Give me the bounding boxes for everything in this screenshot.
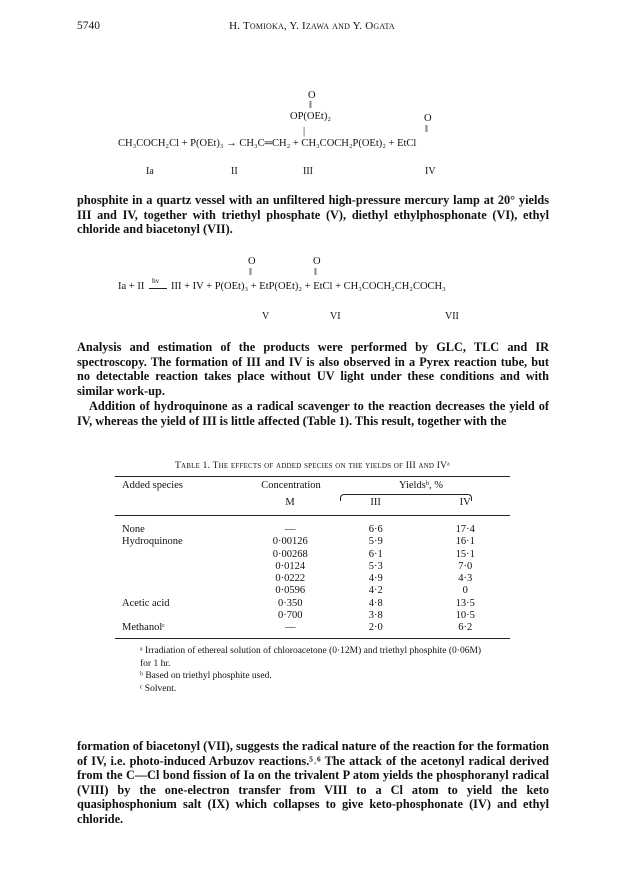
cell-added-species: [115, 549, 249, 561]
cell-yield-iv: 13·5: [455, 597, 475, 609]
table-row: [115, 610, 510, 622]
cell-yield-iv: 7·0: [458, 560, 473, 572]
cell-yield-iii: 3·8: [368, 610, 383, 622]
scheme2-reactants: Ia + II: [118, 281, 145, 292]
cell-yield-iv: 10·5: [455, 610, 475, 622]
scheme2-hv-label: hν: [152, 276, 160, 285]
cell-yield-iii: 6·1: [368, 548, 383, 560]
cell-yield-iii: 4·2: [368, 585, 383, 597]
scheme1-label-iii: III: [303, 166, 313, 177]
table-body: [115, 524, 510, 635]
cell-concentration: 0·0596: [275, 585, 306, 597]
cell-added-species: [115, 561, 249, 573]
table-header-rule: [115, 515, 510, 516]
cell-concentration: —: [285, 622, 296, 634]
table-top-rule: [115, 476, 510, 477]
cell-added-species: [115, 573, 249, 585]
scheme2-arrow: [149, 288, 167, 289]
cell-added-species: Methanolᶜ: [122, 622, 165, 634]
cell-concentration: —: [285, 524, 296, 535]
cell-concentration: 0·700: [278, 610, 303, 622]
header-iv: IV: [459, 497, 471, 508]
scheme1-label-iv: IV: [425, 166, 436, 177]
footnote-c: ᶜ Solvent.: [140, 683, 177, 694]
table-row: [115, 549, 510, 561]
scheme2-label-v: V: [262, 311, 270, 322]
cell-concentration: 0·0124: [275, 560, 306, 572]
cell-yield-iii: 5·9: [368, 536, 383, 548]
cell-added-species: None: [122, 524, 145, 535]
cell-yield-iv: 15·1: [455, 548, 475, 560]
scheme1-equation: CH₃COCH₂Cl + P(OEt)₃ → CH₃C═CH₂ + CH₃COCH₂P(OEt)₂ + EtCl: [118, 138, 417, 149]
scheme1-phosphate-group: OP(OEt)₂: [290, 111, 331, 122]
paragraph-1: phosphite in a quartz vessel with an unfiltered high-pressure mercury lamp at 20° yields III and IV, together with triethyl phosphate (V), diethyl ethylphosphonate (VI), ethyl chloride and biacetonyl (VII).: [77, 193, 549, 237]
scheme1-double-bond-right: ‖: [425, 124, 428, 135]
scheme1-oxygen-top: O: [308, 90, 316, 101]
footnote-b: ᵇ Based on triethyl phosphite used.: [140, 671, 272, 681]
header-concentration: Concentration: [261, 480, 321, 491]
scheme2-products: III + IV + P(OEt)₃ + EtP(OEt)₂ + EtCl + CH₃COCH₂CH₂COCH₃: [171, 281, 446, 292]
table-bottom-rule: [115, 638, 510, 639]
table-row: [115, 536, 510, 548]
header-iii: III: [370, 497, 381, 508]
page-number: 5740: [77, 20, 100, 32]
cell-concentration: 0·00268: [272, 548, 308, 560]
scheme1-label-ia: Ia: [146, 166, 154, 177]
scheme1-oxygen-right: O: [424, 113, 432, 124]
scheme1-double-bond-top: ‖: [309, 100, 312, 111]
cell-added-species: [115, 585, 249, 597]
scheme2-label-vi: VI: [330, 311, 341, 322]
table-title: Table 1. The effects of added species on the yields of III and IVᵃ: [175, 461, 450, 471]
table-row: [115, 573, 510, 585]
cell-yield-iv: 6·2: [458, 622, 473, 634]
cell-yield-iv: 16·1: [455, 536, 475, 548]
scheme2-double-bond-2: ‖: [314, 267, 317, 278]
scheme2-double-bond-1: ‖: [249, 267, 252, 278]
footnote-a: ᵃ Irradiation of ethereal solution of chloroacetone (0·12M) and triethyl phosphite (0·06M) for 1 hr.: [140, 646, 482, 669]
table-row: [115, 622, 510, 634]
table-row: [115, 561, 510, 573]
scheme2-oxygen-1: O: [248, 256, 256, 267]
scheme1-single-bond: |: [303, 126, 306, 137]
cell-yield-iii: 5·3: [368, 560, 383, 572]
cell-yield-iv: 0: [462, 585, 468, 597]
scheme2-oxygen-2: O: [313, 256, 321, 267]
cell-concentration: 0·00126: [272, 536, 308, 548]
cell-yield-iii: 4·9: [368, 573, 383, 585]
header-yields: Yieldsᵇ, %: [398, 480, 444, 491]
cell-added-species: Acetic acid: [122, 597, 170, 609]
table-row: [115, 524, 510, 536]
running-header-authors: H. Tomioka, Y. Izawa and Y. Ogata: [229, 20, 395, 32]
table-row: [115, 598, 510, 610]
table-row: [115, 585, 510, 597]
cell-added-species: Hydroquinone: [122, 536, 183, 548]
paragraph-4: formation of biacetonyl (VII), suggests the radical nature of the reaction for the formation of IV, i.e. photo-induced Arbuzov reactions.⁵˒⁶ The attack of the acetonyl radical derived from the C—Cl bond fission of Ia on the trivalent P atom yields the phosphoranyl radical (VIII) by the one-electron transfer from VIII to a Cl atom to yield the keto quasiphosphonium salt (IX) which collapses to give keto-phosphonate (IV) and ethyl chloride.: [77, 739, 549, 826]
cell-concentration: 0·350: [278, 597, 303, 609]
header-added-species: Added species: [122, 480, 183, 491]
scheme2-label-vii: VII: [445, 311, 459, 322]
cell-yield-iv: 4·3: [458, 573, 473, 585]
table-footnotes: [140, 645, 490, 695]
cell-yield-iii: 4·8: [368, 597, 383, 609]
header-unit-m: M: [285, 497, 295, 508]
table-subheader: [115, 497, 510, 509]
cell-added-species: [115, 610, 249, 622]
paragraph-2: Analysis and estimation of the products were performed by GLC, TLC and IR spectroscopy. The formation of III and IV is also observed in a Pyrex reaction tube, but no detectable reaction takes place without UV light under these conditions and with similar work-up.: [77, 340, 549, 398]
cell-concentration: 0·0222: [275, 573, 306, 585]
cell-yield-iv: 17·4: [455, 524, 475, 535]
scheme1-label-ii: II: [231, 166, 238, 177]
table-header: [115, 480, 510, 492]
cell-yield-iii: 6·6: [368, 524, 383, 535]
paragraph-3: Addition of hydroquinone as a radical scavenger to the reaction decreases the yield of IV, whereas the yield of III is little affected (Table 1). This result, together with the: [77, 399, 549, 428]
cell-yield-iii: 2·0: [368, 622, 383, 634]
